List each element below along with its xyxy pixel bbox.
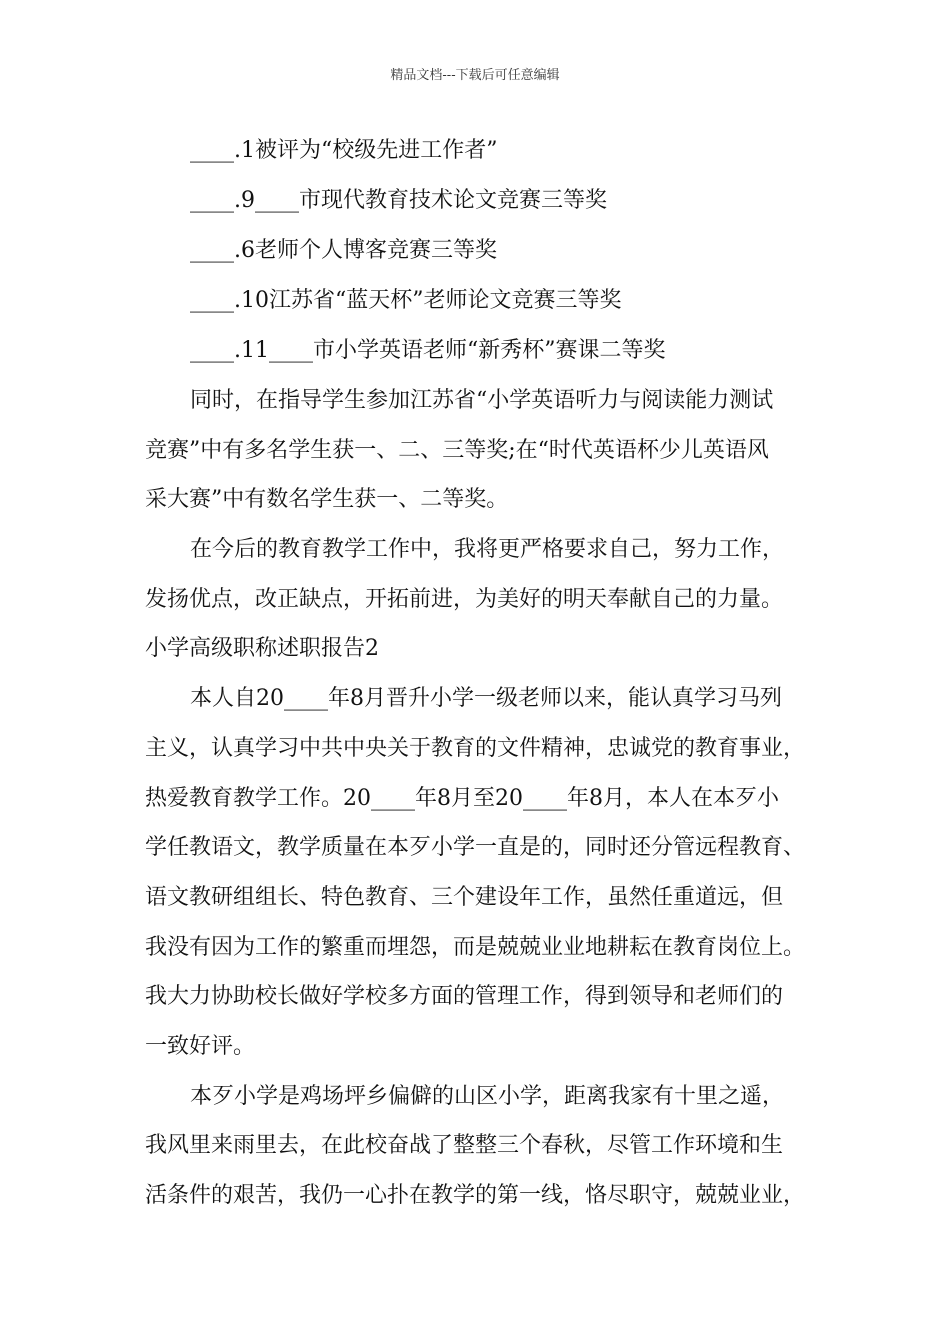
award-line-5: ____.11____市小学英语老师“新秀杯”赛课二等奖 (190, 338, 666, 363)
paragraph-line: 在今后的教育教学工作中，我将更严格要求自己，努力工作， (190, 537, 785, 562)
paragraph-line: 一致好评。 (145, 1034, 256, 1059)
paragraph-line: 我没有因为工作的繁重而埋怨，而是兢兢业业地耕耘在教育岗位上。 (145, 935, 806, 960)
paragraph-line: 本人自20____年8月晋升小学一级老师以来，能认真学习马列 (190, 686, 782, 711)
paragraph-line: 本歹小学是鸡场坪乡偏僻的山区小学，距离我家有十里之遥， (190, 1084, 785, 1109)
paragraph-line: 发扬优点，改正缺点，开拓前进，为美好的明天奉献自己的力量。 (145, 587, 784, 612)
paragraph-line: 我风里来雨里去，在此校奋战了整整三个春秋，尽管工作环境和生 (145, 1133, 784, 1158)
paragraph-line: 热爱教育教学工作。20____年8月至20____年8月，本人在本歹小 (145, 786, 779, 811)
paragraph-line: 同时，在指导学生参加江苏省“小学英语听力与阅读能力测试 (190, 388, 774, 413)
award-line-2: ____.9____市现代教育技术论文竞赛三等奖 (190, 188, 607, 213)
paragraph-line: 我大力协助校长做好学校多方面的管理工作，得到领导和老师们的 (145, 984, 784, 1009)
paragraph-line: 竞赛”中有多名学生获一、二、三等奖;在“时代英语杯少儿英语风 (145, 438, 769, 463)
paragraph-line: 学任教语文，教学质量在本歹小学一直是的，同时还分管远程教育、 (145, 835, 806, 860)
paragraph-line: 主义，认真学习中共中央关于教育的文件精神，忠诚党的教育事业， (145, 736, 806, 761)
award-line-4: ____.10江苏省“蓝天杯”老师论文竞赛三等奖 (190, 288, 622, 313)
paragraph-line: 语文教研组组长、特色教育、三个建设年工作，虽然任重道远，但 (145, 885, 784, 910)
section-title: 小学高级职称述职报告2 (145, 636, 379, 661)
paragraph-line: 采大赛”中有数名学生获一、二等奖。 (145, 487, 509, 512)
page-header: 精品文档---下载后可任意编辑 (390, 68, 560, 83)
paragraph-line: 活条件的艰苦，我仍一心扑在教学的第一线，恪尽职守，兢兢业业， (145, 1183, 806, 1208)
award-line-1: ____.1被评为“校级先进工作者” (190, 138, 498, 163)
award-line-3: ____.6老师个人博客竞赛三等奖 (190, 238, 497, 263)
